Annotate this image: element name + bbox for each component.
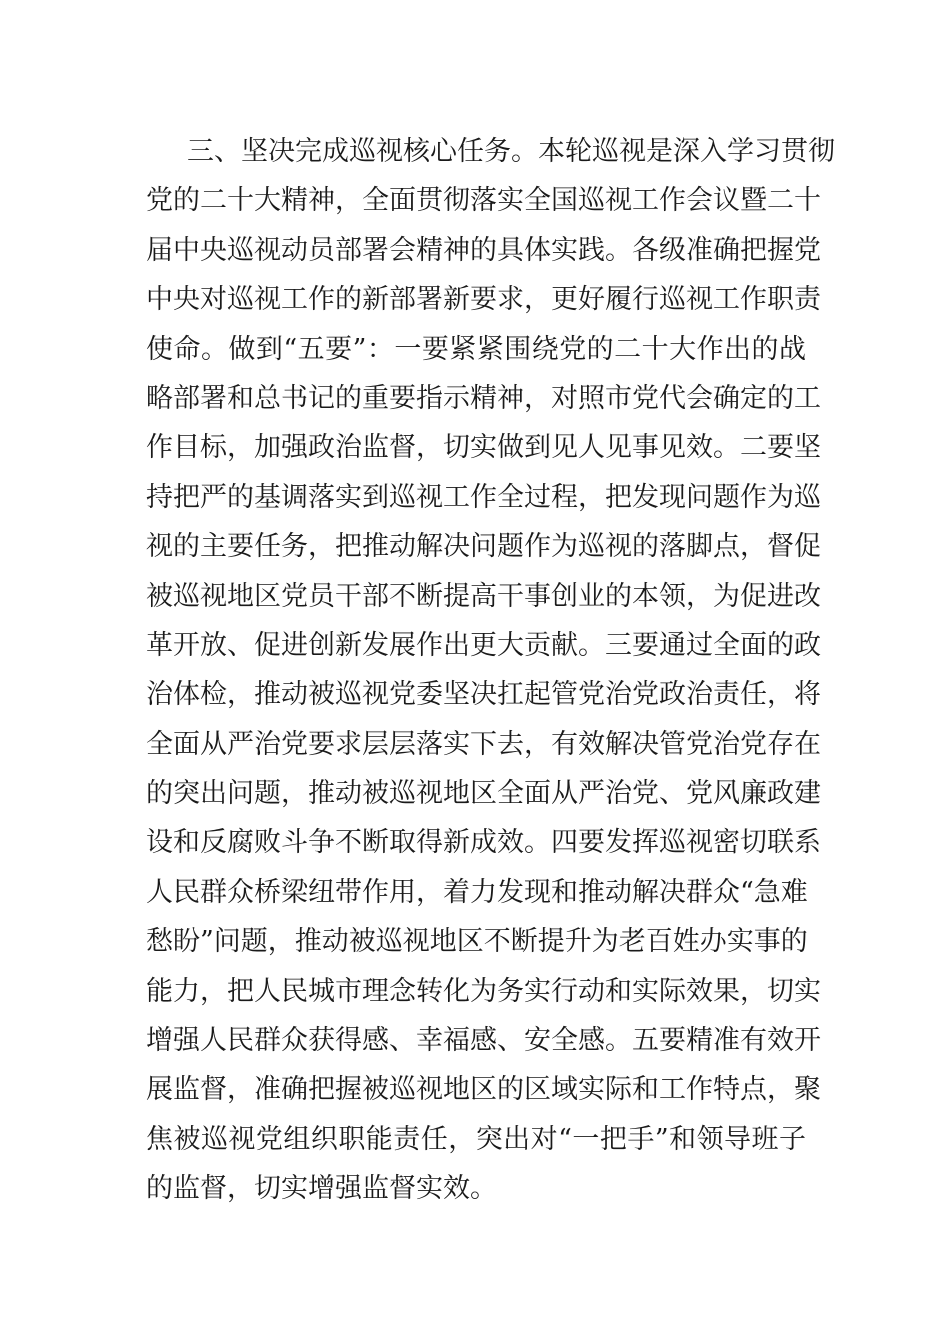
text-line: 中央对巡视工作的新部署新要求，更好履行巡视工作职责 xyxy=(146,284,821,316)
text-line: 人民群众桥梁纽带作用，着力发现和推动解决群众“急难 xyxy=(146,876,808,908)
text-line: 展监督，准确把握被巡视地区的区域实际和工作特点，聚 xyxy=(146,1074,821,1106)
text-line: 持把严的基调落实到巡视工作全过程，把发现问题作为巡 xyxy=(146,481,821,513)
text-line: 的突出问题，推动被巡视地区全面从严治党、党风廉政建 xyxy=(146,778,821,810)
text-line: 治体检，推动被巡视党委坚决扛起管党治党政治责任，将 xyxy=(146,679,821,711)
text-line: 增强人民群众获得感、幸福感、安全感。五要精准有效开 xyxy=(146,1025,821,1057)
text-line: 届中央巡视动员部署会精神的具体实践。各级准确把握党 xyxy=(146,234,821,266)
text-line: 能力，把人民城市理念转化为务实行动和实际效果，切实 xyxy=(146,975,821,1007)
text-line: 革开放、促进创新发展作出更大贡献。三要通过全面的政 xyxy=(146,629,821,661)
text-line: 略部署和总书记的重要指示精神，对照市党代会确定的工 xyxy=(146,382,821,414)
text-line: 的监督，切实增强监督实效。 xyxy=(146,1173,497,1205)
text-line: 视的主要任务，把推动解决问题作为巡视的落脚点，督促 xyxy=(146,531,821,563)
text-line: 使命。做到“五要”：一要紧紧围绕党的二十大作出的战 xyxy=(146,333,806,365)
text-line: 焦被巡视党组织职能责任，突出对“一把手”和领导班子 xyxy=(146,1123,806,1155)
text-line: 党的二十大精神，全面贯彻落实全国巡视工作会议暨二十 xyxy=(146,185,821,217)
text-line: 被巡视地区党员干部不断提高干事创业的本领，为促进改 xyxy=(146,580,821,612)
paragraph xyxy=(146,127,835,1214)
text-line: 愁盼”问题，推动被巡视地区不断提升为老百姓办实事的 xyxy=(146,926,808,958)
text-line: 三、坚决完成巡视核心任务。本轮巡视是深入学习贯彻 xyxy=(187,136,835,167)
text-line: 作目标，加强政治监督，切实做到见人见事见效。二要坚 xyxy=(146,432,821,464)
text-line: 设和反腐败斗争不断取得新成效。四要发挥巡视密切联系 xyxy=(146,827,821,859)
text-line: 全面从严治党要求层层落实下去，有效解决管党治党存在 xyxy=(146,728,821,760)
